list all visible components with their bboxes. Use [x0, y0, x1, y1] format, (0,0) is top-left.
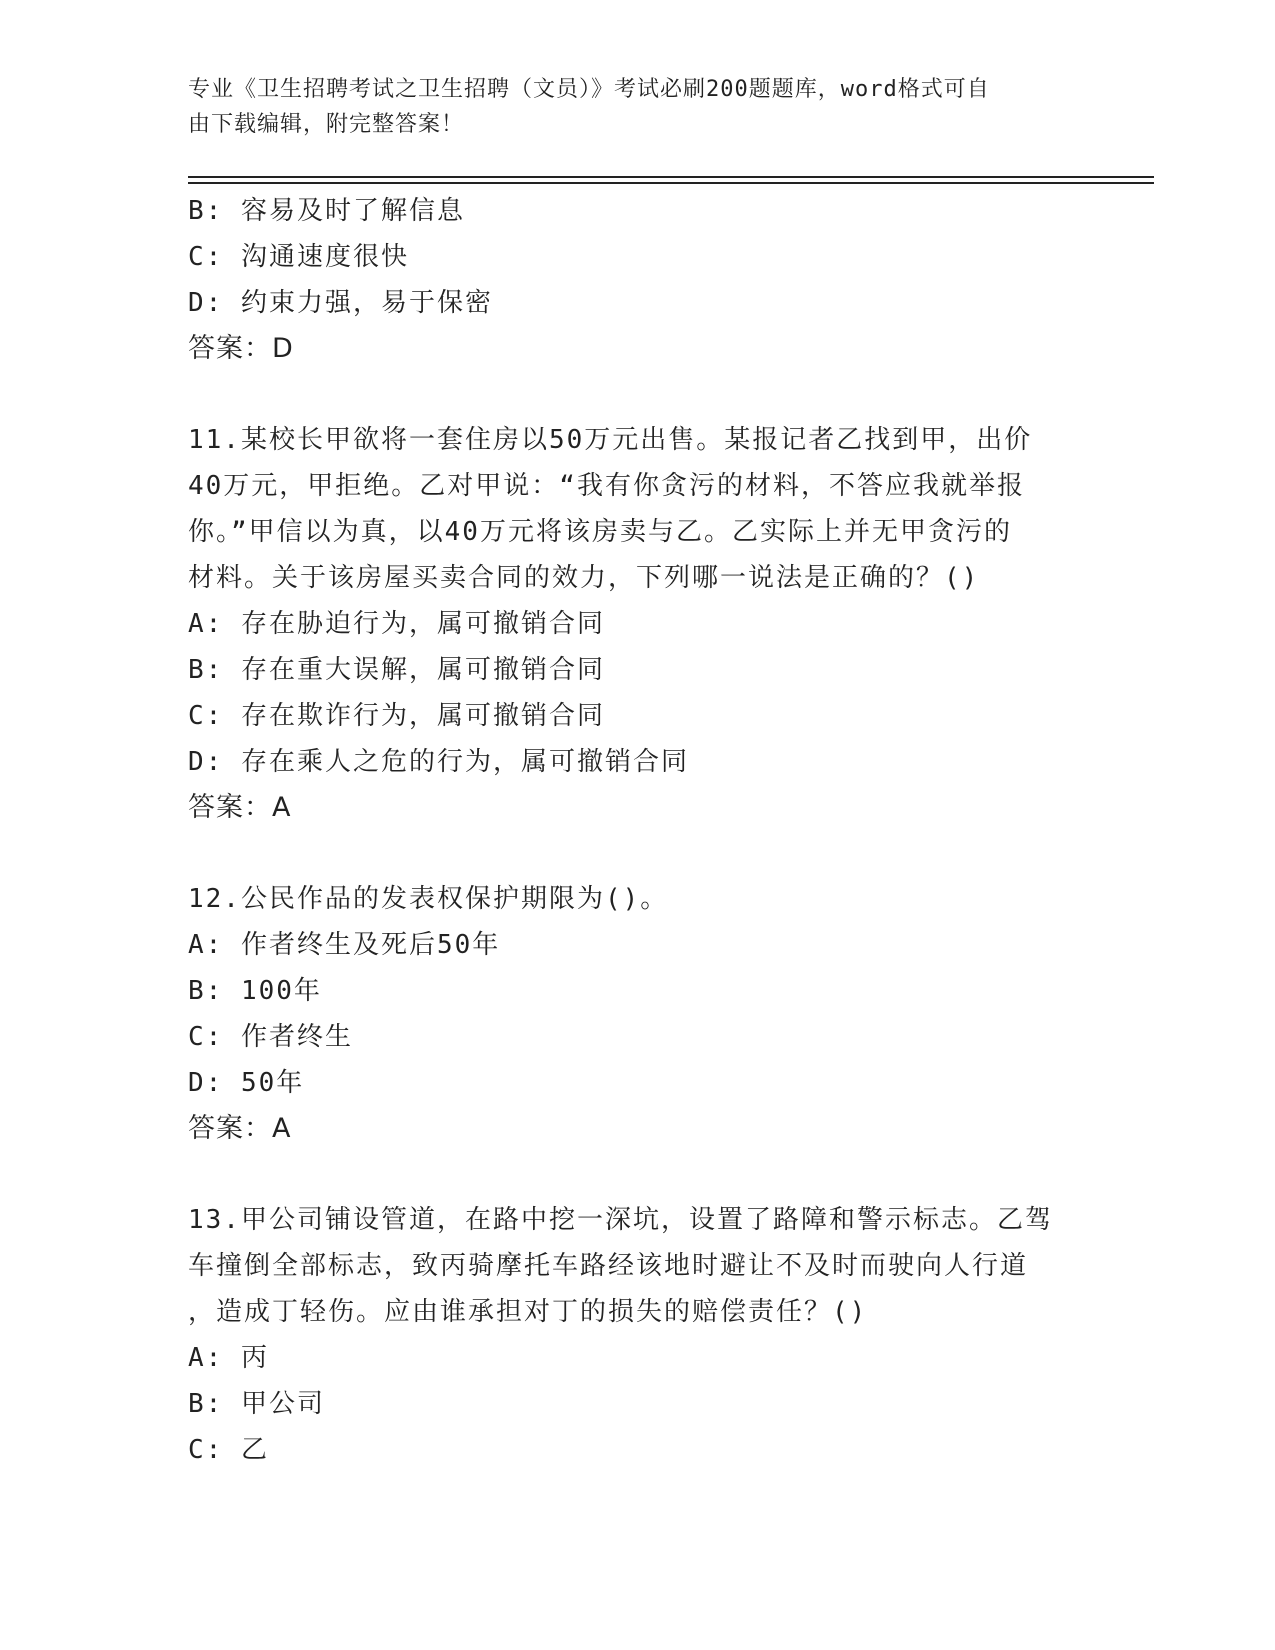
option-c: C: 存在欺诈行为，属可撤销合同 — [188, 701, 605, 731]
answer-line: 答案：A — [188, 792, 292, 823]
option-b: B: 容易及时了解信息 — [188, 196, 465, 226]
option-d: D: 约束力强，易于保密 — [188, 288, 493, 318]
option-c: C: 沟通速度很快 — [188, 242, 409, 272]
question-stem-line: 11.某校长甲欲将一套住房以50万元出售。某报记者乙找到甲，出价 — [188, 425, 1033, 455]
question-stem-line: 你。”甲信以为真，以40万元将该房卖与乙。乙实际上并无甲贪污的 — [188, 517, 1012, 547]
question-stem-line: 40万元，甲拒绝。乙对甲说：“我有你贪污的材料，不答应我就举报 — [188, 471, 1025, 501]
question-stem-line: 12.公民作品的发表权保护期限为()。 — [188, 884, 669, 914]
option-c: C: 乙 — [188, 1435, 269, 1465]
question-block-11 — [188, 417, 1088, 831]
option-b: B: 存在重大误解，属可撤销合同 — [188, 655, 605, 685]
option-d: D: 50年 — [188, 1068, 305, 1098]
question-stem-line: 车撞倒全部标志，致丙骑摩托车路经该地时避让不及时而驶向人行道 — [188, 1251, 1029, 1281]
answer-line: 答案：D — [188, 333, 294, 364]
header-line-1: 专业《卫生招聘考试之卫生招聘（文员）》考试必刷200题题库，word格式可自 — [188, 77, 990, 102]
option-a: A: 存在胁迫行为，属可撤销合同 — [188, 609, 605, 639]
question-stem-line: ，造成丁轻伤。应由谁承担对丁的损失的赔偿责任？() — [188, 1297, 868, 1327]
header-rule-bottom — [188, 182, 1154, 184]
question-block-12 — [188, 876, 1088, 1152]
question-block-13 — [188, 1197, 1088, 1473]
question-stem-line: 材料。关于该房屋买卖合同的效力，下列哪一说法是正确的？() — [188, 563, 980, 593]
document-header — [188, 72, 1068, 142]
spacer — [188, 1152, 1088, 1197]
option-a: A: 作者终生及死后50年 — [188, 930, 501, 960]
question-stem-line: 13.甲公司铺设管道，在路中挖一深坑，设置了路障和警示标志。乙驾 — [188, 1205, 1053, 1235]
option-b: B: 100年 — [188, 976, 322, 1006]
header-line-2: 由下载编辑，附完整答案！ — [188, 112, 465, 137]
question-list — [188, 188, 1088, 1473]
option-d: D: 存在乘人之危的行为，属可撤销合同 — [188, 747, 689, 777]
option-b: B: 甲公司 — [188, 1389, 325, 1419]
answer-line: 答案：A — [188, 1113, 292, 1144]
spacer — [188, 372, 1088, 417]
header-rule-top — [188, 176, 1154, 178]
option-a: A: 丙 — [188, 1343, 269, 1373]
spacer — [188, 831, 1088, 876]
question-block-10 — [188, 188, 1088, 372]
option-c: C: 作者终生 — [188, 1022, 353, 1052]
